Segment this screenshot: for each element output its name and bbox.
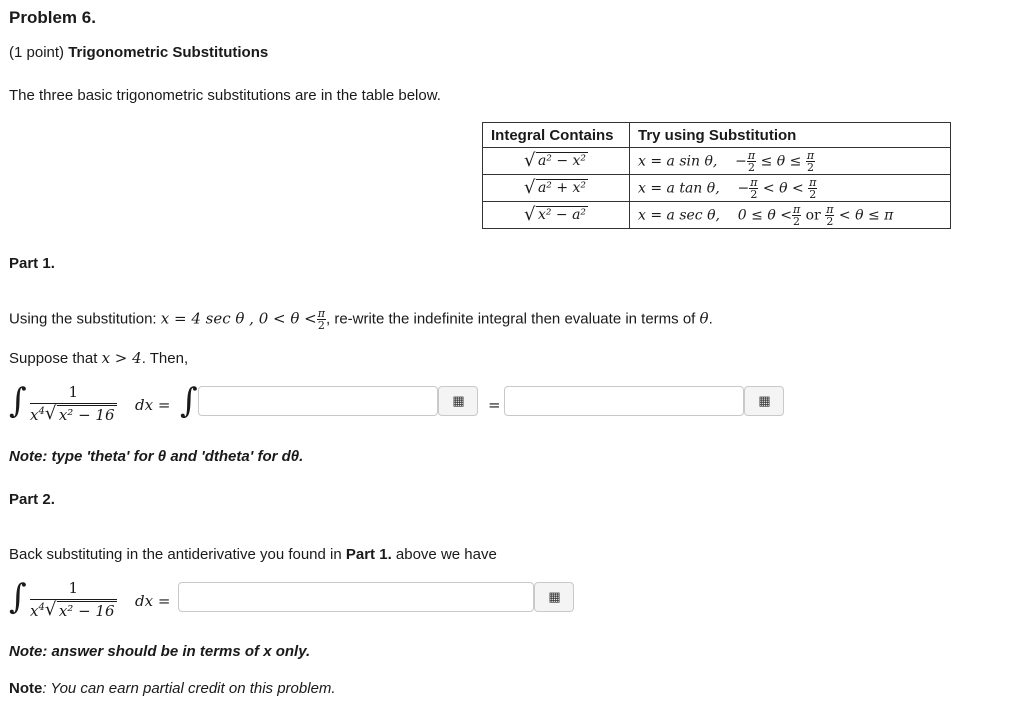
partial-credit-note: Note: You can earn partial credit on this problem. bbox=[9, 680, 336, 697]
dx-label: dx = bbox=[135, 592, 171, 610]
header-integral-contains: Integral Contains bbox=[483, 123, 630, 148]
problem-header bbox=[9, 44, 268, 61]
integral-sign: ∫ bbox=[9, 381, 27, 421]
table-row bbox=[483, 175, 951, 202]
table-header-row bbox=[483, 123, 951, 148]
suppose-text: Suppose that x > 4. Then, bbox=[9, 349, 189, 367]
x-antiderivative-input[interactable] bbox=[178, 582, 534, 612]
substitution-cell: x = a tan θ, − $\frac{\pi}{2}$ < θ < $\frac{\pi}{2}$ bbox=[630, 175, 951, 202]
substitution-cell: x = a sec θ, 0 ≤ θ < $\frac{\pi}{2}$ or $\frac{\pi}{2}$ < θ ≤ π bbox=[630, 202, 951, 229]
part1-label: Part 1. bbox=[9, 255, 55, 272]
part1-note: Note: type 'theta' for θ and 'dtheta' for dθ. bbox=[9, 448, 304, 465]
substitution-table bbox=[482, 122, 951, 229]
intro-text: The three basic trigonometric substitutions are in the table below. bbox=[9, 87, 441, 104]
substitution-cell: x = a sin θ, − $\frac{\pi}{2}$ ≤ θ ≤ $\frac{\pi}{2}$ bbox=[630, 148, 951, 175]
part2-instructions: Back substituting in the antiderivative you found in Part 1. above we have bbox=[9, 546, 497, 563]
contains-cell: √ x² − a² bbox=[483, 202, 630, 229]
table-row bbox=[483, 202, 951, 229]
points-label: (1 point) bbox=[9, 44, 65, 61]
topic-title: Trigonometric Substitutions bbox=[68, 44, 269, 61]
keypad-icon[interactable]: ▦ bbox=[438, 386, 478, 416]
problem-title: Problem 6. bbox=[9, 8, 96, 27]
integral-sign-theta: ∫ bbox=[180, 381, 198, 421]
keypad-icon[interactable]: ▦ bbox=[534, 582, 574, 612]
part1-instructions: Using the substitution: x = 4 sec θ , 0 < θ < $\frac{\pi}{2}$ , re-write the indefinite integral then evaluate in terms of θ. bbox=[9, 307, 713, 332]
theta-integral-input[interactable] bbox=[198, 386, 438, 416]
theta-antiderivative-input[interactable] bbox=[504, 386, 744, 416]
dx-label: dx = bbox=[135, 396, 171, 414]
integral-sign: ∫ bbox=[9, 577, 27, 617]
header-substitution: Try using Substitution bbox=[630, 123, 951, 148]
integrand-fraction: 1 $x^4√$ x² − 16 bbox=[30, 383, 117, 424]
integrand-fraction: 1 $x^4√$ x² − 16 bbox=[30, 579, 117, 620]
table-row bbox=[483, 148, 951, 175]
substitution-math: x = 4 sec θ , 0 < θ < bbox=[160, 309, 317, 328]
part2-label: Part 2. bbox=[9, 491, 55, 508]
keypad-icon[interactable]: ▦ bbox=[744, 386, 784, 416]
contains-cell: √ a² − x² bbox=[483, 148, 630, 175]
part2-note: Note: answer should be in terms of x only. bbox=[9, 643, 311, 660]
contains-cell: √ a² + x² bbox=[483, 175, 630, 202]
equals-sign: = bbox=[488, 396, 501, 414]
